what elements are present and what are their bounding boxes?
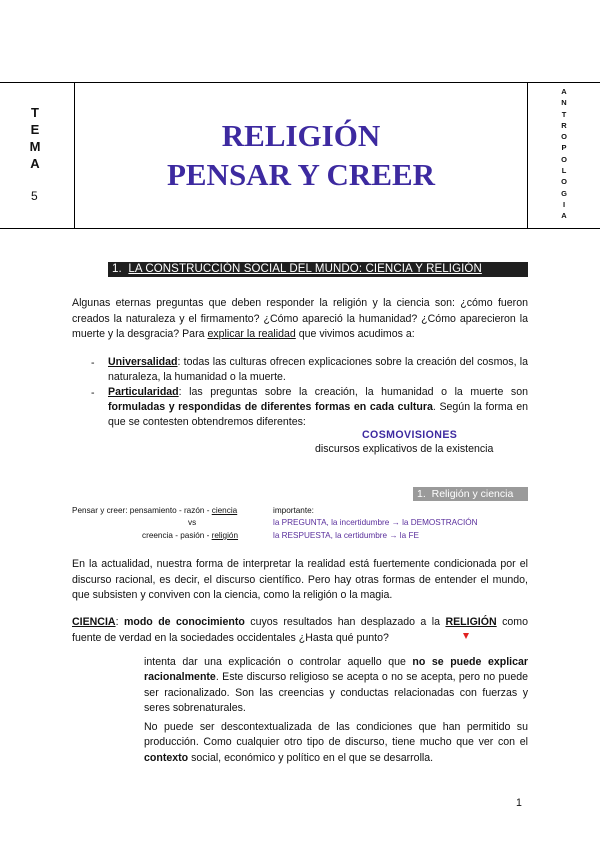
contexto-bold: contexto <box>144 751 189 764</box>
comparison-key-ciencia: ciencia <box>211 506 238 515</box>
subject-label <box>558 86 570 222</box>
bullet-text: : todas las culturas ofrecen explicaciones sobre la creación del cosmos, la naturaleza, la humanidad o la muerte. <box>108 356 528 383</box>
intenta-paragraph <box>144 655 528 717</box>
intro-paragraph <box>72 296 528 343</box>
page-title-line1: RELIGIÓN <box>221 118 381 153</box>
bullet-text-end: . Según la forma en que se contesten obtendremos diferentes: <box>108 401 528 428</box>
tema-letter: E <box>30 122 40 137</box>
subject-letter: P <box>561 143 567 153</box>
cosmovisiones-title: COSMOVISIONES <box>362 429 458 441</box>
subject-letter: T <box>561 109 567 119</box>
subject-letter: A <box>561 87 567 96</box>
ciencia-bold: modo de conocimiento <box>123 616 245 628</box>
subject-letter: O <box>561 177 567 187</box>
comparison-label: Pensar y creer: pensamiento - razón - <box>72 506 212 515</box>
comparison-vs: vs <box>188 518 197 527</box>
subject-letter: L <box>561 166 567 176</box>
bullet-term: Particularidad <box>108 386 179 398</box>
subsection-number: 1. <box>417 488 426 500</box>
intenta-text: intenta dar una explicación o controlar aquello que <box>144 656 413 668</box>
tema-letter: A <box>30 156 40 171</box>
subject-letter: O <box>561 154 567 164</box>
comparison-row3-left <box>142 530 238 541</box>
intenta-bold: no se puede explicar racionalmente <box>144 656 528 684</box>
actualidad-paragraph: En la actualidad, nuestra forma de interpretar la realidad está fuertemente condicionada por el discurso racional, es decir, el discurso científico. Pero hay otras formas de entender el mundo, que subsisten y conviven con la ciencia, como la religión o la magia. <box>72 558 528 602</box>
bullet-term: Universalidad <box>108 356 178 368</box>
subsection-title: Religión y ciencia <box>431 488 514 500</box>
subject-letter: R <box>561 120 567 130</box>
comparison-row1-left <box>72 505 237 516</box>
comparison-label: creencia - pasión - <box>142 531 212 540</box>
red-triangle-marker-icon <box>463 633 469 639</box>
comparison-important-label: importante: <box>273 506 314 515</box>
subject-letter: G <box>561 188 567 198</box>
contexto-paragraph <box>144 720 528 766</box>
bullet-particularidad <box>108 385 528 430</box>
subject-letter: N <box>561 98 567 108</box>
tema-letter: M <box>29 139 41 154</box>
tema-letter: T <box>31 105 39 120</box>
header-right-divider <box>527 82 528 229</box>
tema-number: 5 <box>31 189 38 203</box>
section-title: LA CONSTRUCCIÓN SOCIAL DEL MUNDO: CIENCIA Y RELIGIÓN <box>128 263 482 275</box>
bullet-text: : las preguntas sobre la creación, la humanidad o la muerte son <box>178 386 528 398</box>
intro-text-end: que vivimos acudimos a: <box>295 328 415 341</box>
header-bottom-border <box>0 228 600 229</box>
page-title-line2: PENSAR Y CREER <box>166 157 436 192</box>
cosmovisiones-subtitle: discursos explicativos de la existencia <box>315 443 494 455</box>
comparison-respuesta: la RESPUESTA, la certidumbre → la FE <box>273 531 419 540</box>
ciencia-text: cuyos resultados han desplazado a la <box>244 616 446 628</box>
subject-letter: O <box>561 132 567 142</box>
header-top-border <box>0 82 600 83</box>
intro-text: Algunas eternas preguntas que deben responder la religión y la ciencia son: ¿cómo fueron creados la naturaleza y el firmamento? ¿Cómo apareció la humanidad? ¿Cómo aparecieron la muerte y la desgracia? Para <box>72 297 528 341</box>
subsection-heading <box>413 487 528 501</box>
bullet-universalidad <box>108 355 528 385</box>
page-number: 1 <box>516 797 522 809</box>
tema-label <box>28 104 42 172</box>
ciencia-sep: : <box>115 616 124 628</box>
contexto-text-end: social, económico y político en el que se desarrolla. <box>188 751 434 764</box>
comparison-pregunta: la PREGUNTA, la incertidumbre → la DEMOSTRACIÓN <box>273 518 478 527</box>
ciencia-paragraph <box>72 615 528 646</box>
bullet-dash: - <box>91 357 95 369</box>
subject-letter: A <box>561 211 567 221</box>
ciencia-term: CIENCIA <box>72 616 116 628</box>
section-heading <box>108 262 528 277</box>
ciencia-text-end: como fuente de verdad en la sociedades occidentales ¿Hasta qué punto? <box>72 616 528 644</box>
comparison-key-religion: religión <box>211 531 239 540</box>
intro-emphasis: explicar la realidad <box>207 328 296 341</box>
bullet-bold: formuladas y respondidas de diferentes formas en cada cultura <box>108 401 433 413</box>
bullet-dash: - <box>91 387 95 399</box>
header-left-divider <box>74 82 75 229</box>
religion-term: RELIGIÓN <box>445 616 497 628</box>
section-number: 1. <box>112 263 122 275</box>
subject-letter: I <box>562 199 566 209</box>
intenta-text-end: . Este discurso religioso se acepta o no se acepta, pero no puede ser racionalizado. Son las creencias y conductas relacionadas con fuerzas y seres sobrenaturales. <box>144 671 528 715</box>
contexto-text: No puede ser descontextualizada de las condiciones que han permitido su producción. Como cualquier otro tipo de discurso, tiene mucho que ver con el <box>144 721 528 749</box>
